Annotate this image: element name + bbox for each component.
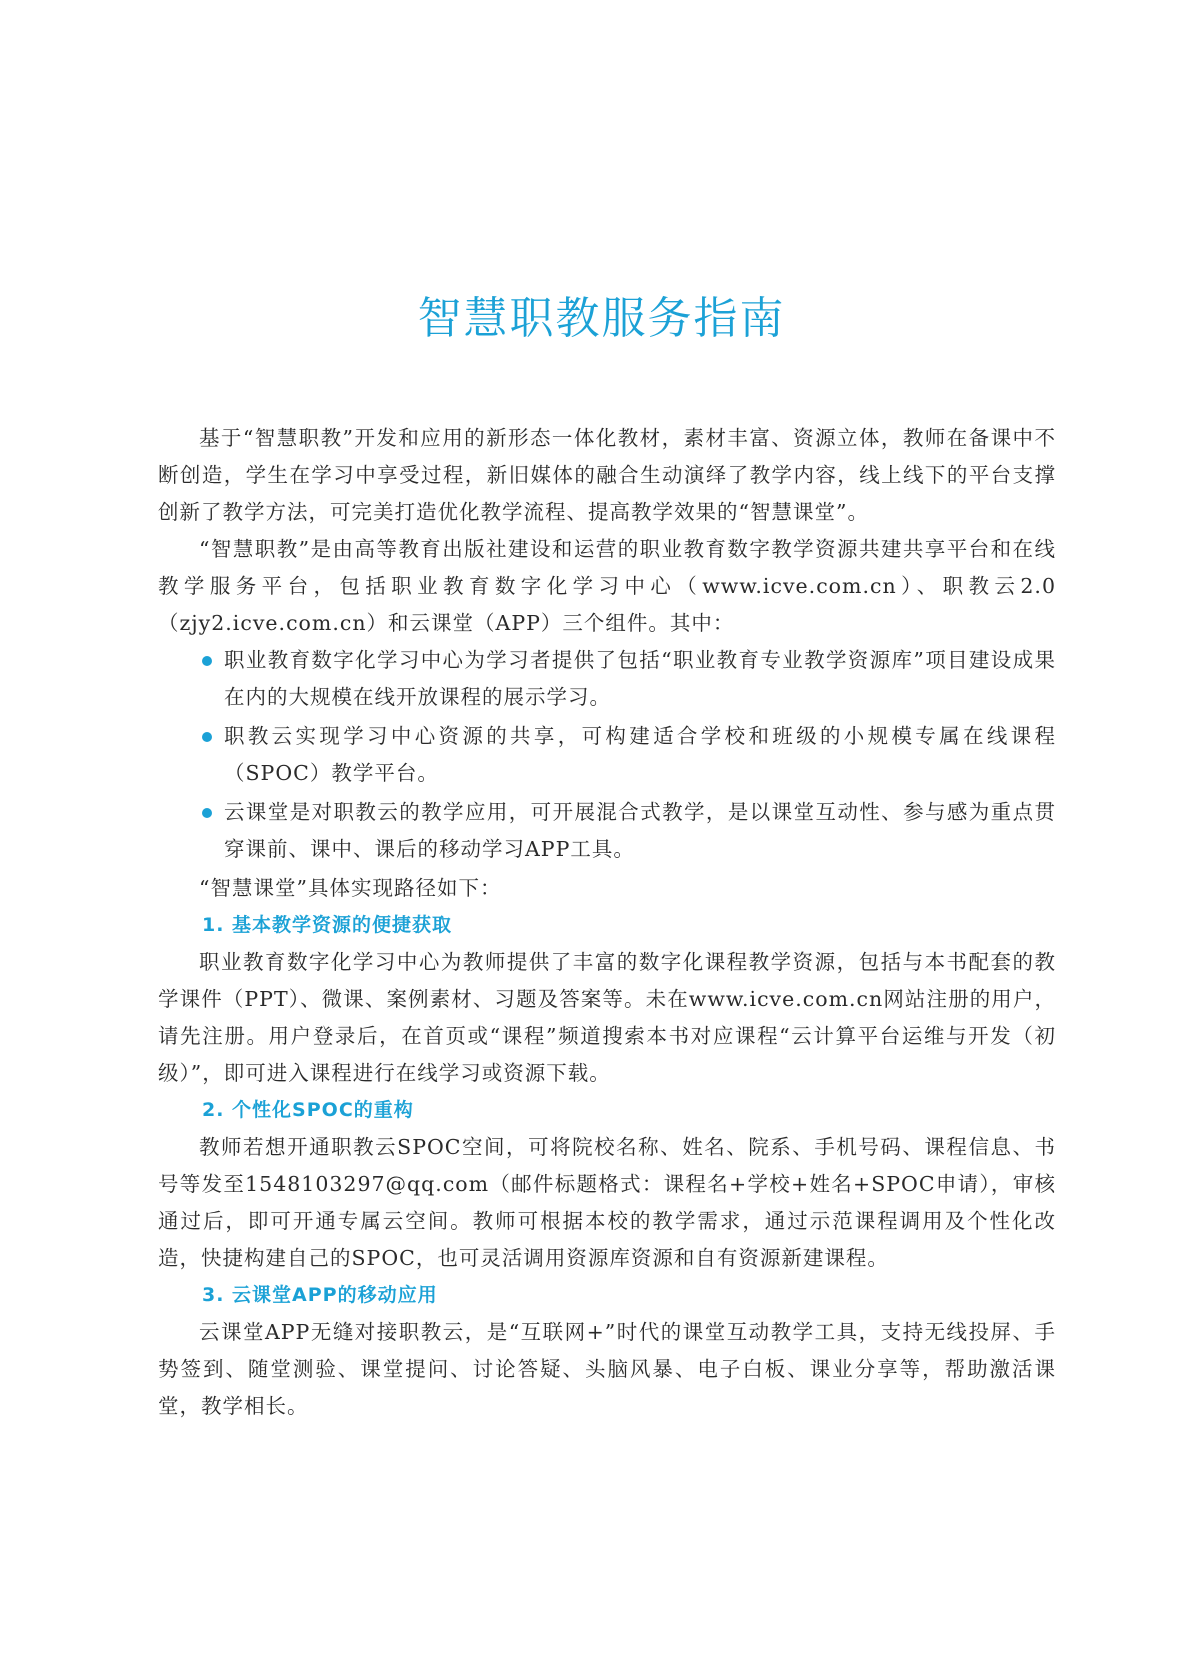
section-body-1: 职业教育数字化学习中心为教师提供了丰富的数字化课程教学资源，包括与本书配套的教学课件（PPT）、微课、案例素材、习题及答案等。未在www.icve.com.cn网站注册的用户，请先注册。用户登录后，在首页或“课程”频道搜索本书对应课程“云计算平台运维与开发（初级）”，即可进入课程进行在线学习或资源下载。 xyxy=(158,950,1056,1085)
list-item xyxy=(202,642,1056,716)
section-heading-2: 2. 个性化SPOC的重构 xyxy=(202,1099,414,1121)
intro-paragraph-2: “智慧职教”是由高等教育出版社建设和运营的职业教育数字教学资源共建共享平台和在线教学服务平台，包括职业教育数字化学习中心（www.icve.com.cn）、职教云2.0（zjy2.icve.com.cn）和云课堂（APP）三个组件。其中： xyxy=(158,537,1056,635)
document-body xyxy=(158,420,1056,1425)
list-item xyxy=(202,718,1056,792)
list-item-text: 云课堂是对职教云的教学应用，可开展混合式教学，是以课堂互动性、参与感为重点贯穿课前、课中、课后的移动学习APP工具。 xyxy=(224,800,1056,861)
page-title: 智慧职教服务指南 xyxy=(417,293,786,344)
section-body-3: 云课堂APP无缝对接职教云，是“互联网+”时代的课堂互动教学工具，支持无线投屏、手势签到、随堂测验、课堂提问、讨论答疑、头脑风暴、电子白板、课业分享等，帮助激活课堂，教学相长。 xyxy=(158,1320,1056,1418)
intro-paragraph-1: 基于“智慧职教”开发和应用的新形态一体化教材，素材丰富、资源立体，教师在备课中不断创造，学生在学习中享受过程，新旧媒体的融合生动演绎了教学内容，线上线下的平台支撑创新了教学方法，可完美打造优化教学流程、提高教学效果的“智慧课堂”。 xyxy=(158,426,1056,524)
section-heading-1: 1. 基本教学资源的便捷获取 xyxy=(202,914,453,936)
section-heading-3: 3. 云课堂APP的移动应用 xyxy=(202,1284,438,1306)
component-list xyxy=(158,642,1056,868)
path-intro: “智慧课堂”具体实现路径如下： xyxy=(199,876,502,900)
list-item xyxy=(202,794,1056,868)
bullet-dot-icon xyxy=(202,808,212,818)
list-item-text: 职业教育数字化学习中心为学习者提供了包括“职业教育专业教学资源库”项目建设成果在内的大规模在线开放课程的展示学习。 xyxy=(224,648,1056,709)
bullet-dot-icon xyxy=(202,656,212,666)
list-item-text: 职教云实现学习中心资源的共享，可构建适合学校和班级的小规模专属在线课程（SPOC）教学平台。 xyxy=(224,724,1056,785)
section-body-2: 教师若想开通职教云SPOC空间，可将院校名称、姓名、院系、手机号码、课程信息、书号等发至1548103297@qq.com（邮件标题格式：课程名+学校+姓名+SPOC申请），审核通过后，即可开通专属云空间。教师可根据本校的教学需求，通过示范课程调用及个性化改造，快捷构建自己的SPOC，也可灵活调用资源库资源和自有资源新建课程。 xyxy=(158,1135,1056,1270)
bullet-dot-icon xyxy=(202,732,212,742)
